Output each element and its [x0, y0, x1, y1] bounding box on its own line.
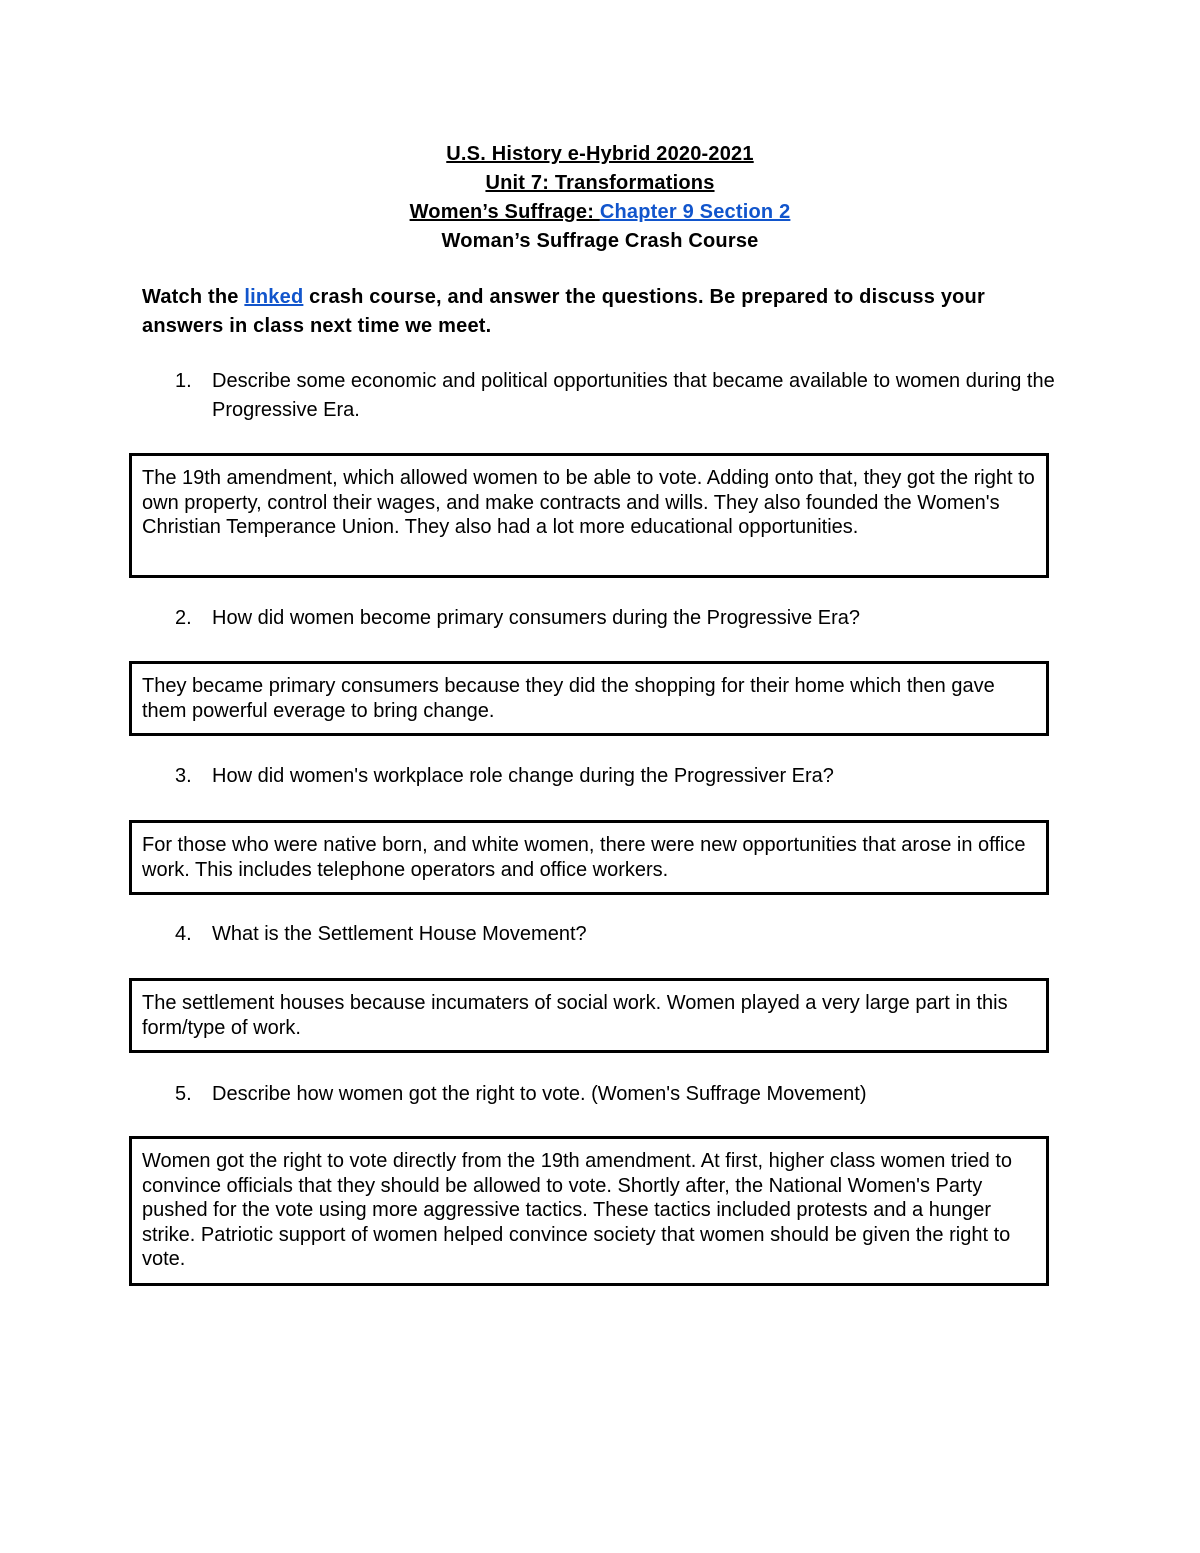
question-number: 1. [175, 370, 192, 392]
topic-line [0, 198, 1200, 227]
question-number: 5. [175, 1083, 192, 1105]
unit-title: Unit 7: Transformations [485, 172, 715, 194]
question-number: 2. [175, 607, 192, 629]
crash-course-link[interactable]: linked [244, 286, 304, 308]
answer-box-5[interactable]: Women got the right to vote directly from the 19th amendment. At first, higher class women tried to convince officials that they should be allowed to vote. Shortly after, the National Women's Party pushed for the vote using more aggressive tactics. These tactics included protests and a hunger strike. Patriotic support of women helped convince society that women should be given the right to vote. [129, 1136, 1049, 1286]
question-number: 4. [175, 923, 192, 945]
question-text: How did women's workplace role change during the Progressiver Era? [212, 765, 834, 787]
question-text: What is the Settlement House Movement? [212, 923, 587, 945]
question-1 [142, 367, 1062, 425]
answer-box-2[interactable]: They became primary consumers because they did the shopping for their home which then gave them powerful everage to bring change. [129, 661, 1049, 736]
assignment-title: Woman’s Suffrage Crash Course [441, 230, 759, 252]
question-number: 3. [175, 765, 192, 787]
instructions-before: Watch the [142, 286, 245, 308]
question-text: How did women become primary consumers during the Progressive Era? [212, 607, 861, 629]
chapter-link[interactable]: Chapter 9 Section 2 [599, 201, 791, 223]
question-5 [142, 1080, 1062, 1109]
topic-label: Women’s Suffrage: [409, 201, 600, 223]
course-title: U.S. History e-Hybrid 2020-2021 [446, 143, 754, 165]
document-header [0, 140, 1200, 256]
answer-box-3[interactable]: For those who were native born, and white women, there were new opportunities that arose in office work. This includes telephone operators and office workers. [129, 820, 1049, 895]
question-3 [142, 762, 1062, 791]
question-4 [142, 920, 1062, 949]
question-text: Describe some economic and political opportunities that became available to women during the Progressive Era. [212, 370, 1055, 421]
answer-box-4[interactable]: The settlement houses because incumaters of social work. Women played a very large part in this form/type of work. [129, 978, 1049, 1053]
instructions [142, 283, 1062, 341]
answer-box-1[interactable]: The 19th amendment, which allowed women to be able to vote. Adding onto that, they got the right to own property, control their wages, and make contracts and wills. They also founded the Women's Christian Temperance Union. They also had a lot more educational opportunities. [129, 453, 1049, 578]
question-text: Describe how women got the right to vote. (Women's Suffrage Movement) [212, 1083, 867, 1105]
question-2 [142, 604, 1062, 633]
instructions-after: crash course, and answer the questions. Be prepared to discuss your answers in class next time we meet. [142, 286, 985, 337]
